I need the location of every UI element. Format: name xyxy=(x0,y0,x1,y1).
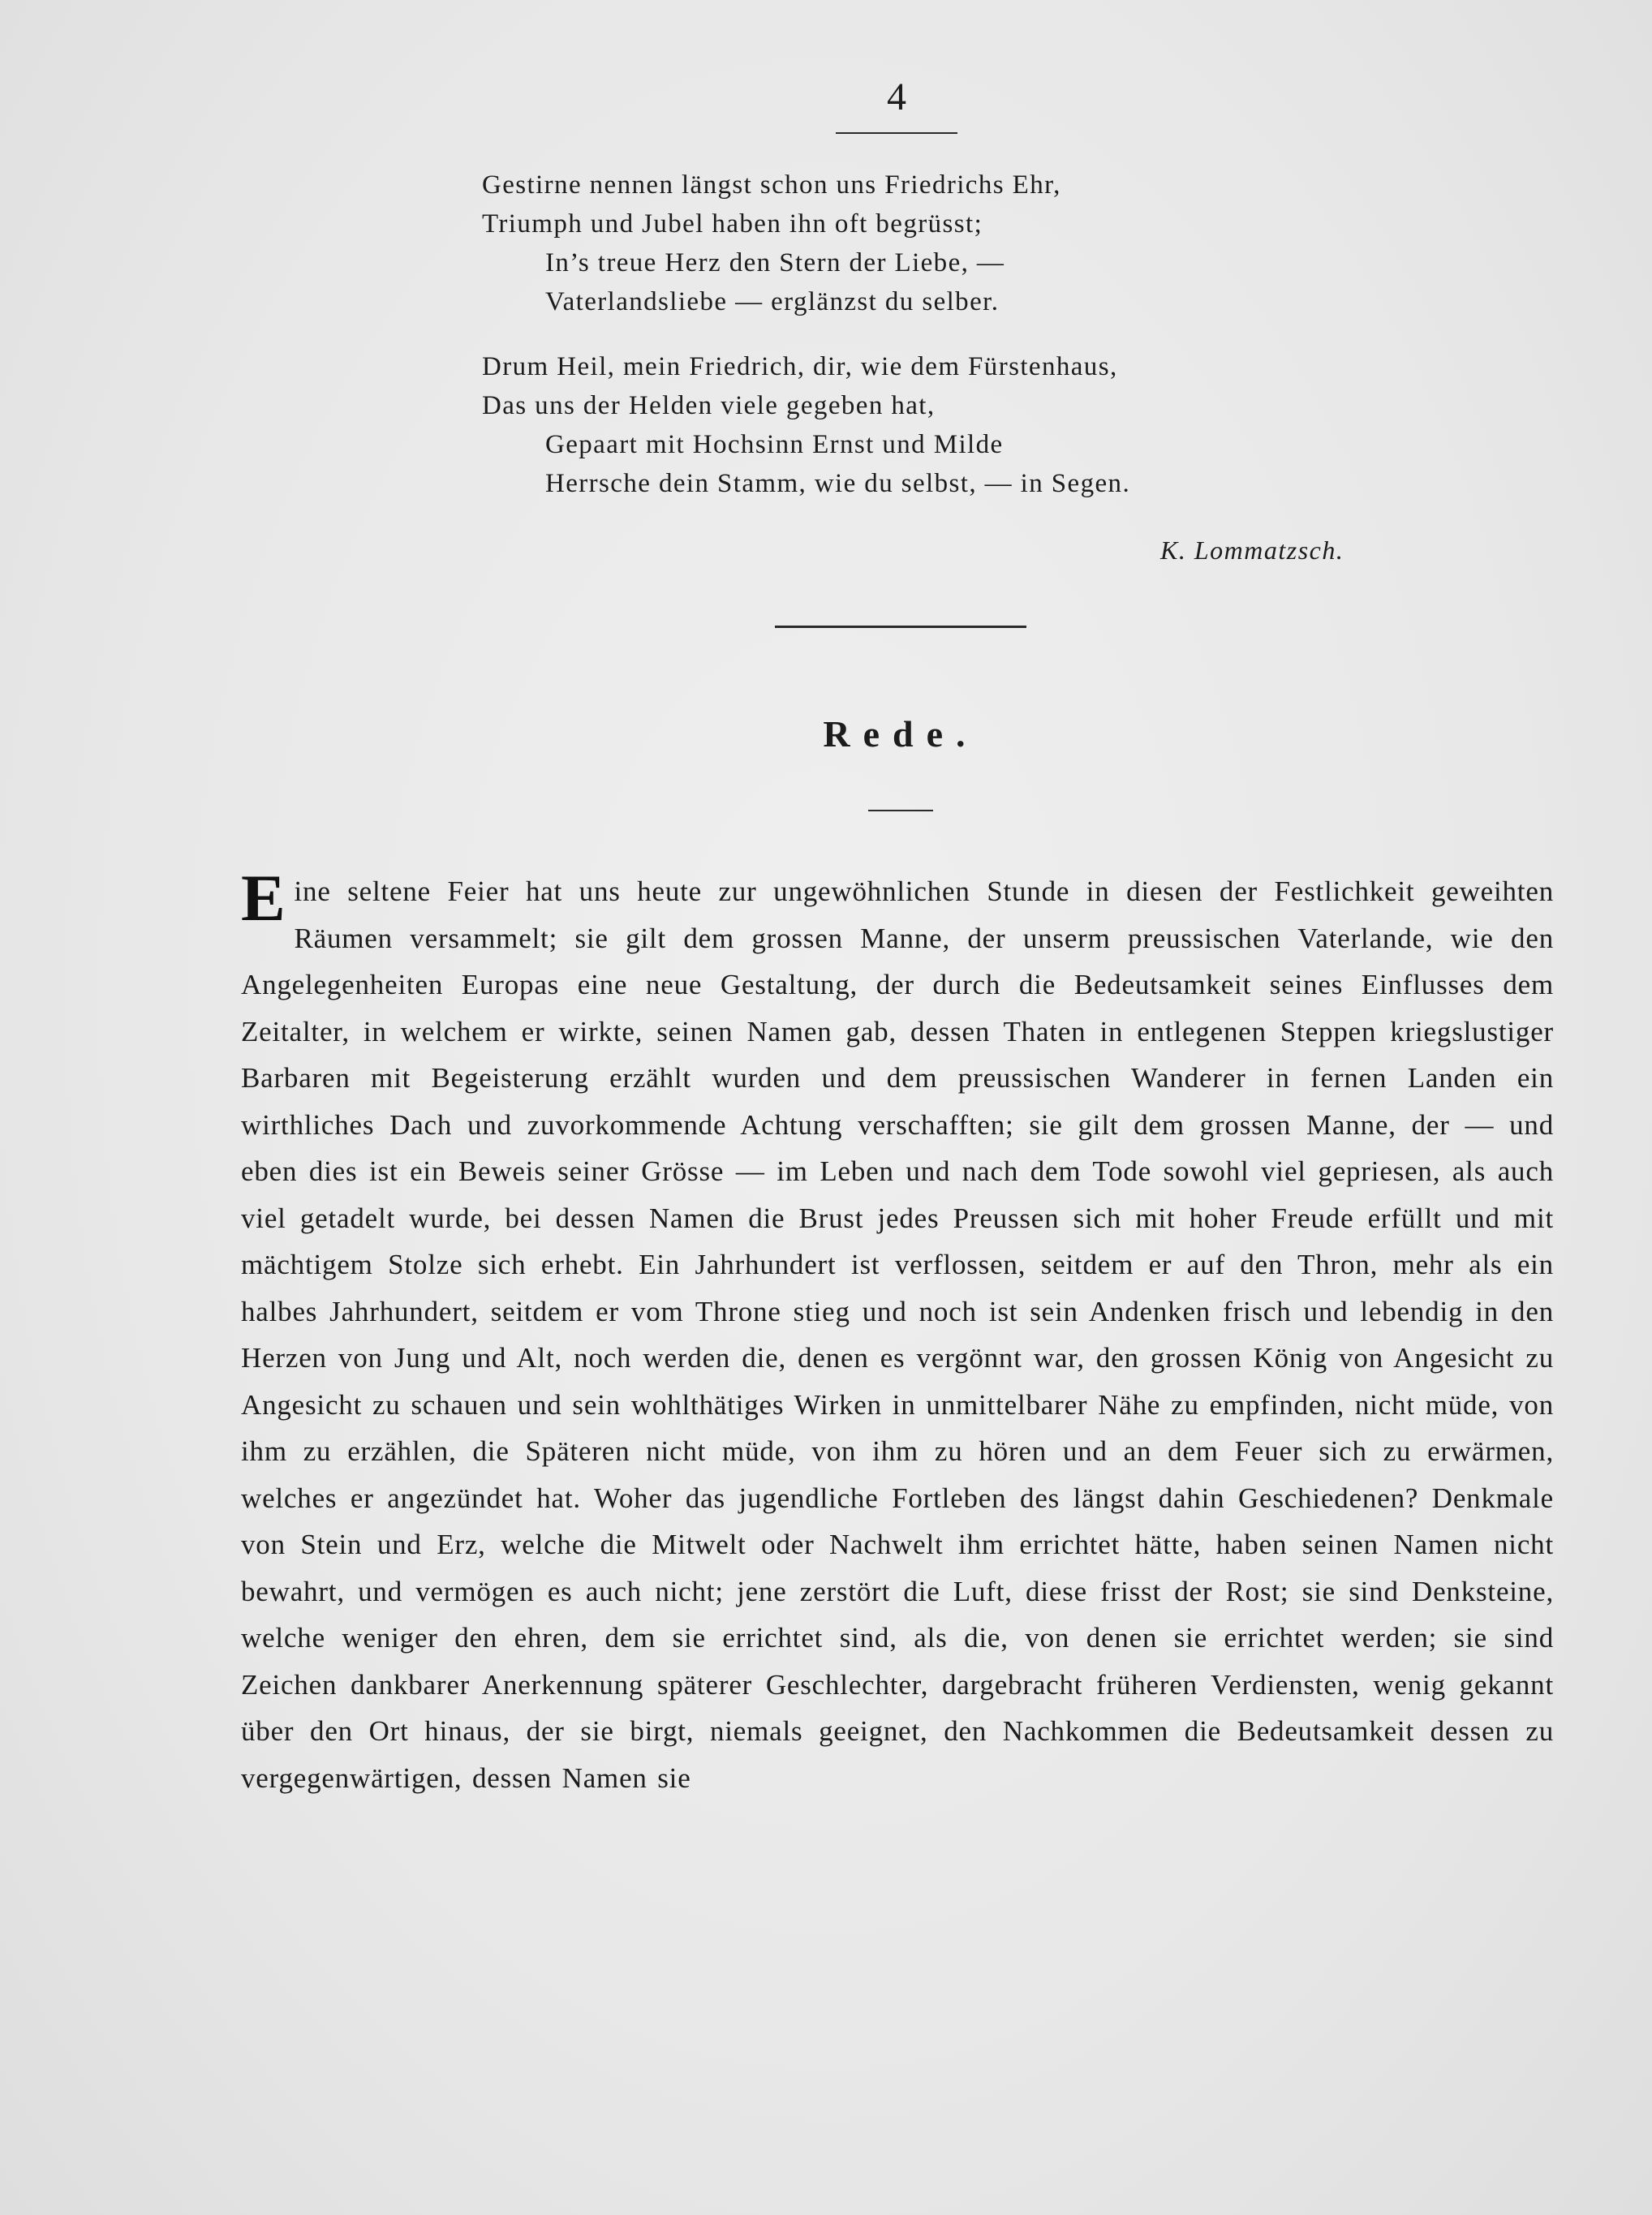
poem-line: Vaterlandsliebe — erglänzst du selber. xyxy=(545,287,1000,316)
poem-line: Drum Heil, mein Friedrich, dir, wie dem Fürstenhaus, xyxy=(482,352,1118,381)
poem-signature: K. Lommatzsch. xyxy=(1160,535,1344,565)
title-rule xyxy=(868,810,933,811)
section-title: Rede. xyxy=(823,713,979,755)
poem-line: Triumph und Jubel haben ihn oft begrüsst; xyxy=(482,209,983,239)
poem-line: Gepaart mit Hochsinn Ernst und Milde xyxy=(545,430,1004,459)
poem-stanza-1 xyxy=(482,166,1061,321)
poem-line: Das uns der Helden viele gegeben hat, xyxy=(482,391,936,420)
poem-stanza-2 xyxy=(482,347,1130,503)
drop-cap-initial: E xyxy=(241,861,286,935)
page-number-rule xyxy=(836,132,957,134)
poem-line: In’s treue Herz den Stern der Liebe, — xyxy=(545,248,1005,277)
page-number: 4 xyxy=(887,75,906,118)
poem-line: Gestirne nennen längst schon uns Friedrichs Ehr, xyxy=(482,170,1061,200)
section-divider xyxy=(775,626,1026,628)
speech-body: ine seltene Feier hat uns heute zur ungewöhnlichen Stunde in diesen der Festlichkeit geweihten Räumen versammelt; sie gilt dem grossen Manne, der unserm preussischen Vaterlande, wie den Angelegenheiten Europas eine neue Gestaltung, der durch die Bedeutsamkeit seines Einflusses dem Zeitalter, in welchem er wirkte, seinen Namen gab, dessen Thaten in entlegenen Steppen kriegslustiger Barbaren mit Begeisterung erzählt wurden und dem preussischen Wanderer in fernen Landen ein wirthliches Dach und zuvorkommende Achtung verschafften; sie gilt dem grossen Manne, der — und eben dies ist ein Beweis seiner Grösse — im Leben und nach dem Tode sowohl viel gepriesen, als auch viel getadelt wurde, bei dessen Namen die Brust jedes Preussen sich mit hoher Freude erfüllt und mit mächtigem Stolze sich erhebt. Ein Jahrhundert ist verflossen, seitdem er auf den Thron, mehr als ein halbes Jahrhundert, seitdem er vom Throne stieg und noch ist sein Andenken frisch und lebendig in den Herzen von Jung und Alt, noch werden die, denen es vergönnt war, den grossen König von Angesicht zu Angesicht zu schauen und sein wohlthätiges Wirken in unmittelbarer Nähe zu empfinden, nicht müde, von ihm zu erzählen, die Späteren nicht müde, von ihm zu hören und an dem Feuer sich zu erwärmen, welches er angezündet hat. Woher das jugendliche Fortleben des längst dahin Geschiedenen? Denkmale von Stein und Erz, welche die Mitwelt oder Nachwelt ihm errichtet hätte, haben seinen Namen nicht bewahrt, und vermögen es auch nicht; jene zerstört die Luft, diese frisst der Rost; sie sind Denksteine, welche weniger den ehren, dem sie errichtet sind, als die, von denen sie errichtet werden; sie sind Zeichen dankbarer Anerkennung späterer Geschlechter, dargebracht früheren Verdiensten, wenig gekannt über den Ort hinaus, der sie birgt, niemals geeignet, den Nachkommen die Bedeutsamkeit dessen zu vergegenwärtigen, dessen Namen sie xyxy=(241,875,1554,1794)
speech-text xyxy=(241,861,1554,1801)
poem-line: Herrsche dein Stamm, wie du selbst, — in Segen. xyxy=(545,469,1131,498)
